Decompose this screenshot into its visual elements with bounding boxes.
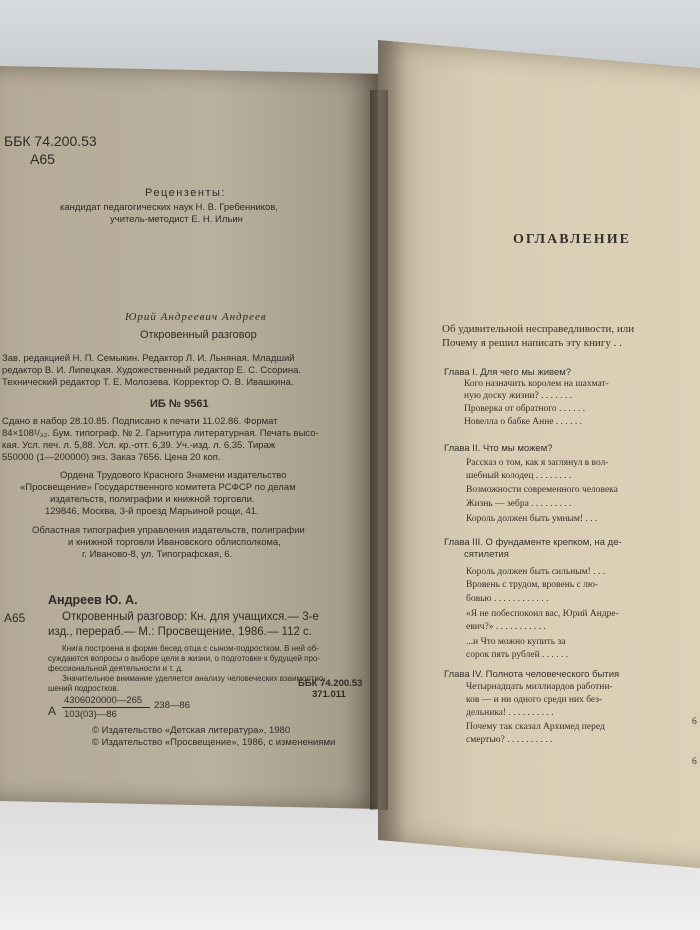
toc-item: Вровень с трудом, вровень с лю- bbox=[466, 580, 599, 590]
annotation-line-5: шений подростков. bbox=[48, 684, 119, 693]
toc-chapter-2-head: Глава II. Что мы можем? bbox=[444, 443, 553, 454]
toc-item: Возможности современного человека bbox=[466, 485, 618, 495]
catalog-line-2: изд., перераб.— М.: Просвещение, 1986.— 112 с. bbox=[48, 626, 313, 638]
typography-line-2: и книжной торговли Ивановского облисполкома, bbox=[68, 537, 281, 548]
toc-item: бовью . . . . . . . . . . . . bbox=[466, 594, 549, 604]
toc-intro-line-2: Почему я решил написать эту книгу . . bbox=[442, 337, 622, 349]
toc-item: Король должен быть сильным! . . . bbox=[466, 567, 606, 577]
annotation-line-3: фессиональной деятельности и т. д. bbox=[48, 664, 184, 673]
toc-item: сорок пять рублей . . . . . . bbox=[466, 650, 569, 660]
classification-suffix: 238—86 bbox=[154, 700, 190, 711]
print-line-4: 550000 (1—200000) экз. Заказ 7656. Цена 20 коп. bbox=[2, 452, 221, 463]
book-title: Откровенный разговор bbox=[140, 329, 257, 341]
toc-item: Жизнь — зебра . . . . . . . . . bbox=[466, 499, 572, 509]
annotation-line-1: Книга построена в форме бесед отца с сыном-подростком. В ней об- bbox=[62, 644, 319, 653]
print-line-2: 84×108¹/₃₂. Бум. типограф. № 2. Гарнитура литературная. Печать высо- bbox=[2, 428, 319, 439]
catalog-line-1: Откровенный разговор: Кн. для учащихся.— 3-е bbox=[62, 611, 319, 623]
toc-chapter-1-head: Глава I. Для чего мы живем? bbox=[444, 367, 572, 378]
publisher-line-3: издательств, полиграфии и книжной торговли. bbox=[50, 494, 255, 505]
publisher-line-1: Ордена Трудового Красного Знамени издательство bbox=[60, 470, 287, 481]
bbk-bottom: ББК 74.200.53 bbox=[298, 678, 363, 689]
toc-item: Кого назначить королем на шахмат- bbox=[464, 379, 609, 389]
toc-intro-line-1: Об удивительной несправедливости, или bbox=[442, 323, 635, 335]
toc-chapter-3-head-cont: сятилетия bbox=[464, 549, 509, 560]
copyright-icon: © bbox=[92, 725, 99, 736]
toc-item: шебный колодец . . . . . . . . bbox=[466, 471, 572, 481]
toc-item: Четырнадцать миллиардов работни- bbox=[466, 682, 613, 692]
toc-item: Почему так сказал Архимед перед bbox=[466, 722, 605, 732]
reviewer-line-1: кандидат педагогических наук Н. В. Гребенников, bbox=[60, 202, 278, 213]
ib-number: ИБ № 9561 bbox=[150, 398, 209, 410]
toc-item: евич?» . . . . . . . . . . . bbox=[466, 622, 546, 632]
catalog-index: А65 bbox=[4, 611, 26, 625]
toc-item: Рассказ о том, как я заглянул в вол- bbox=[466, 458, 609, 468]
print-line-3: кая. Усл. печ. л. 5,88. Усл. кр.-отт. 6,39. Уч.-изд. л. 6,35. Тираж bbox=[2, 440, 276, 451]
copyright-line-1 bbox=[92, 725, 290, 736]
toc-chapter-3-head: Глава III. О фундаменте крепком, на де- bbox=[444, 537, 622, 548]
copyright-line-2 bbox=[92, 737, 335, 748]
catalog-author: Андреев Ю. А. bbox=[48, 593, 138, 607]
toc-item: Новелла о бабке Анне . . . . . . bbox=[464, 417, 583, 427]
editors-line-3: Технический редактор Т. Е. Молозева. Корректор О. В. Ивашкина. bbox=[2, 377, 294, 388]
classification-divider bbox=[62, 707, 150, 708]
toc-chapter-4-head: Глава IV. Полнота человеческого бытия bbox=[444, 669, 620, 680]
toc-item: ную доску жизни? . . . . . . . bbox=[464, 391, 572, 401]
toc-item: Проверка от обратного . . . . . . bbox=[464, 404, 586, 414]
toc-item: ков — и ни одного среди них без- bbox=[466, 695, 603, 705]
editors-line-1: Зав. редакцией Н. П. Семыкин. Редактор Л. И. Льняная. Младший bbox=[2, 353, 295, 364]
toc-item: смертью? . . . . . . . . . . bbox=[466, 735, 553, 745]
toc-item: ...и Что можно купить за bbox=[466, 637, 566, 647]
bbk-code: ББК 74.200.53 bbox=[4, 133, 97, 149]
toc-item: «Я не побеспокоил вас, Юрий Андре- bbox=[466, 609, 619, 619]
page-number: 6 bbox=[692, 717, 697, 727]
table-of-contents-page bbox=[390, 0, 700, 930]
copyright-text-1: Издательство «Детская литература», 1980 bbox=[101, 725, 291, 736]
copyright-icon: © bbox=[92, 737, 99, 748]
author-name: Юрий Андреевич Андреев bbox=[125, 311, 267, 323]
toc-title: ОГЛАВЛЕНИЕ bbox=[513, 232, 631, 247]
publisher-line-2: «Просвещение» Государственного комитета РСФСР по делам bbox=[20, 482, 296, 493]
print-line-1: Сдано в набор 28.10.85. Подписано к печати 11.02.86. Формат bbox=[2, 416, 278, 427]
page-number: 6 bbox=[692, 757, 697, 767]
typography-line-3: г. Иваново-8, ул. Типографская, 6. bbox=[82, 549, 233, 560]
classification-letter: А bbox=[48, 704, 57, 718]
classification-denominator: 103(03)—86 bbox=[64, 709, 117, 720]
copyright-text-2: Издательство «Просвещение», 1986, с изменениями bbox=[101, 737, 336, 748]
typography-line-1: Областная типография управления издательств, полиграфии bbox=[32, 525, 305, 536]
toc-item: Король должен быть умным! . . . bbox=[466, 514, 598, 524]
annotation-line-2: суждаются вопросы о выборе цели в жизни, о подготовке к будущей про- bbox=[48, 654, 321, 663]
udk-bottom: 371.011 bbox=[312, 689, 346, 700]
toc-item: дельника! . . . . . . . . . . bbox=[466, 708, 554, 718]
reviewers-title: Рецензенты: bbox=[145, 187, 226, 199]
reviewer-line-2: учитель-методист Е. Н. Ильин bbox=[110, 214, 243, 225]
annotation-line-4: Значительное внимание уделяется анализу человеческих взаимоотно- bbox=[62, 674, 326, 683]
classification-numerator: 4306020000—265 bbox=[64, 695, 143, 706]
publisher-line-4: 129846, Москва, 3-й проезд Марьиной рощи, 41. bbox=[45, 506, 259, 517]
editors-line-2: редактор В. И. Липецкая. Художественный редактор Е. С. Ссорина. bbox=[2, 365, 302, 376]
bbk-index: А65 bbox=[30, 151, 55, 167]
